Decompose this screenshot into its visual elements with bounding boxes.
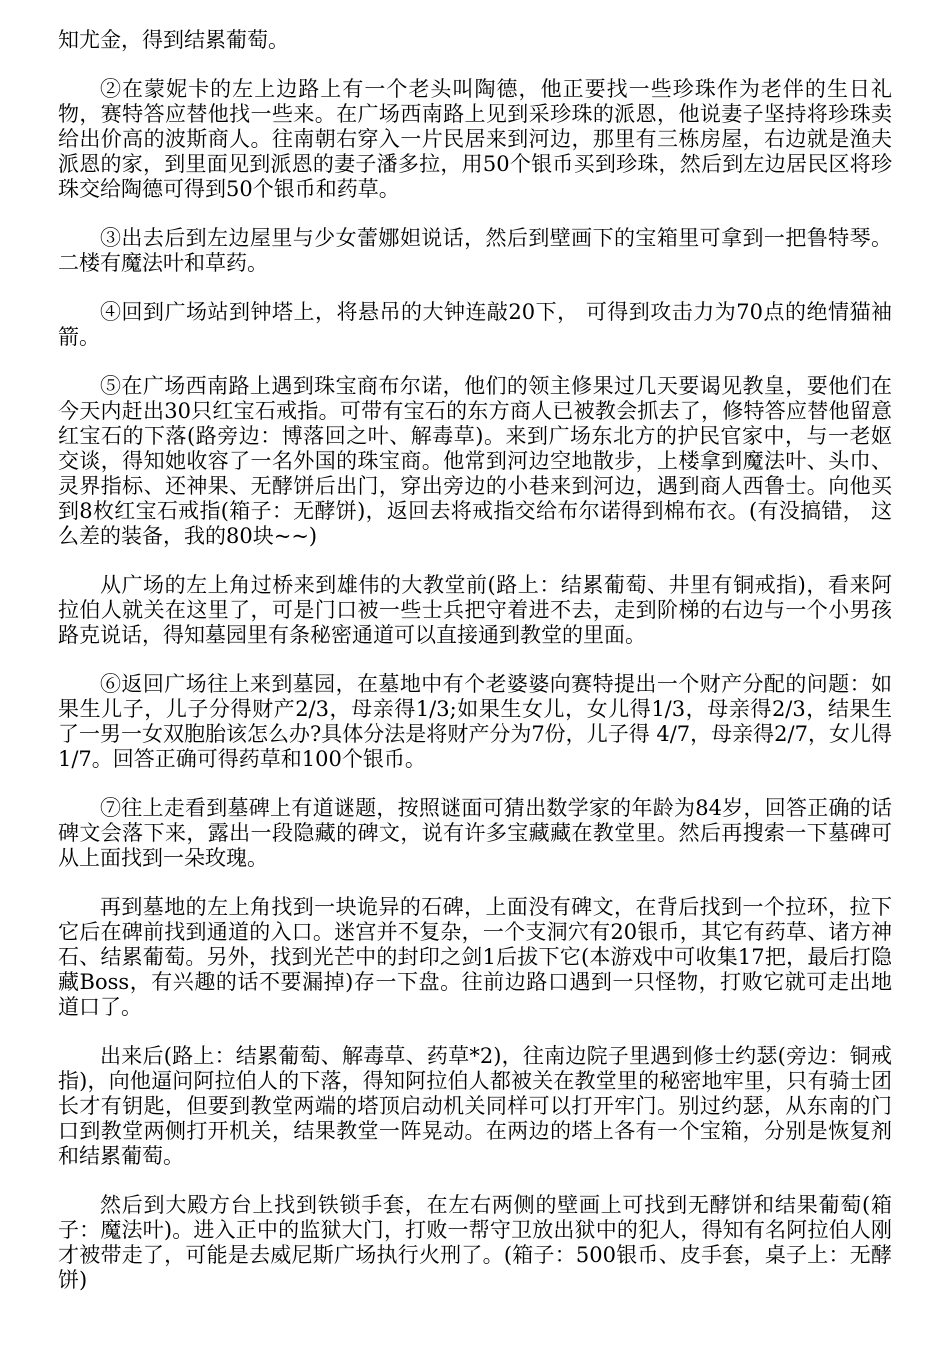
- paragraph-prison: 然后到大殿方台上找到铁锁手套，在左右两侧的壁画上可找到无酵饼和结果葡萄(箱子：魔法叶)。进入正中的监狱大门，打败一帮守卫放出狱中的犯人，得知有名阿拉伯人刚才被带走了，可能是去威尼斯广场执行火刑了。(箱子：500银币、皮手套，桌子上：无酵饼): [58, 1193, 892, 1292]
- paragraph-cathedral: 从广场的左上角过桥来到雄伟的大教堂前(路上：结累葡萄、井里有铜戒指)，看来阿拉伯人就关在这里了，可是门口被一些士兵把守着进不去，走到阶梯的右边与一个小男孩路克说话，得知墓园里有条秘密通道可以直接通到教堂的里面。: [58, 573, 892, 647]
- paragraph-inheritance-puzzle: ⑥返回广场往上来到墓园，在墓地中有个老婆婆向赛特提出一个财产分配的问题：如果生儿子，儿子分得财产2/3，母亲得1/3;如果生女儿，女儿得1/3，母亲得2/3，结果生了一男一女双胞胎该怎么办?具体分法是将财产分为7份，儿子得 4/7，母亲得2/7，女儿得1/7。回答正确可得药草和100个银币。: [58, 672, 892, 771]
- paragraph-lute: ③出去后到左边屋里与少女蕾娜妲说话，然后到壁画下的宝箱里可拿到一把鲁特琴。二楼有魔法叶和草药。: [58, 226, 892, 275]
- paragraph-bell-tower: ④回到广场站到钟塔上，将悬吊的大钟连敲20下， 可得到攻击力为70点的绝情猫袖箭。: [58, 300, 892, 349]
- paragraph-tombstone-riddle: ⑦往上走看到墓碑上有道谜题，按照谜面可猜出数学家的年龄为84岁，回答正确的话碑文会落下来，露出一段隐藏的碑文，说有许多宝藏藏在教堂里。然后再搜索一下墓碑可从上面找到一朵玫瑰。: [58, 796, 892, 870]
- paragraph-pearl-quest: ②在蒙妮卡的左上边路上有一个老头叫陶德，他正要找一些珍珠作为老伴的生日礼物，赛特答应替他找一些来。在广场西南路上见到采珍珠的派恩，他说妻子坚持将珍珠卖给出价高的波斯商人。往南朝右穿入一片民居来到河边，那里有三栋房屋，右边就是渔夫派恩的家，到里面见到派恩的妻子潘多拉，用50个银币买到珍珠，然后到左边居民区将珍珠交给陶德可得到50个银币和药草。: [58, 77, 892, 201]
- paragraph-monk-joseph: 出来后(路上：结累葡萄、解毒草、药草*2)，往南边院子里遇到修士约瑟(旁边：铜戒指)，向他逼问阿拉伯人的下落，得知阿拉伯人都被关在教堂里的秘密地牢里，只有骑士团长才有钥匙，但要到教堂两端的塔顶启动机关同样可以打开牢门。别过约瑟，从东南的门口到教堂两侧打开机关，结果教堂一阵晃动。在两边的塔上各有一个宝箱，分别是恢复剂和结累葡萄。: [58, 1044, 892, 1168]
- document-body: [58, 28, 892, 1317]
- paragraph-continuation: 知尤金，得到结累葡萄。: [58, 28, 289, 52]
- paragraph-secret-passage: 再到墓地的左上角找到一块诡异的石碑，上面没有碑文，在背后找到一个拉环，拉下它后在碑前找到通道的入口。迷宫并不复杂，一个支洞穴有20银币，其它有药草、诸方神石、结累葡萄。另外，找到光芒中的封印之剑1后拔下它(本游戏中可收集17把，最后打隐藏Boss，有兴趣的话不要漏掉)存一下盘。往前边路口遇到一只怪物，打败它就可走出地道口了。: [58, 895, 892, 1019]
- paragraph-ruby-rings: ⑤在广场西南路上遇到珠宝商布尔诺，他们的领主修果过几天要谒见教皇，要他们在今天内赶出30只红宝石戒指。可带有宝石的东方商人已被教会抓去了，修特答应替他留意红宝石的下落(路旁边：博落回之叶、解毒草)。来到广场东北方的护民官家中，与一老妪交谈，得知她收容了一名外国的珠宝商。他常到河边空地散步，上楼拿到魔法叶、头巾、灵界指标、还神果、无酵饼后出门，穿出旁边的小巷来到河边，遇到商人西鲁士。向他买到8枚红宝石戒指(箱子：无酵饼)，返回去将戒指交给布尔诺得到棉布衣。(有没搞错， 这么差的装备，我的80块~~): [58, 374, 892, 548]
